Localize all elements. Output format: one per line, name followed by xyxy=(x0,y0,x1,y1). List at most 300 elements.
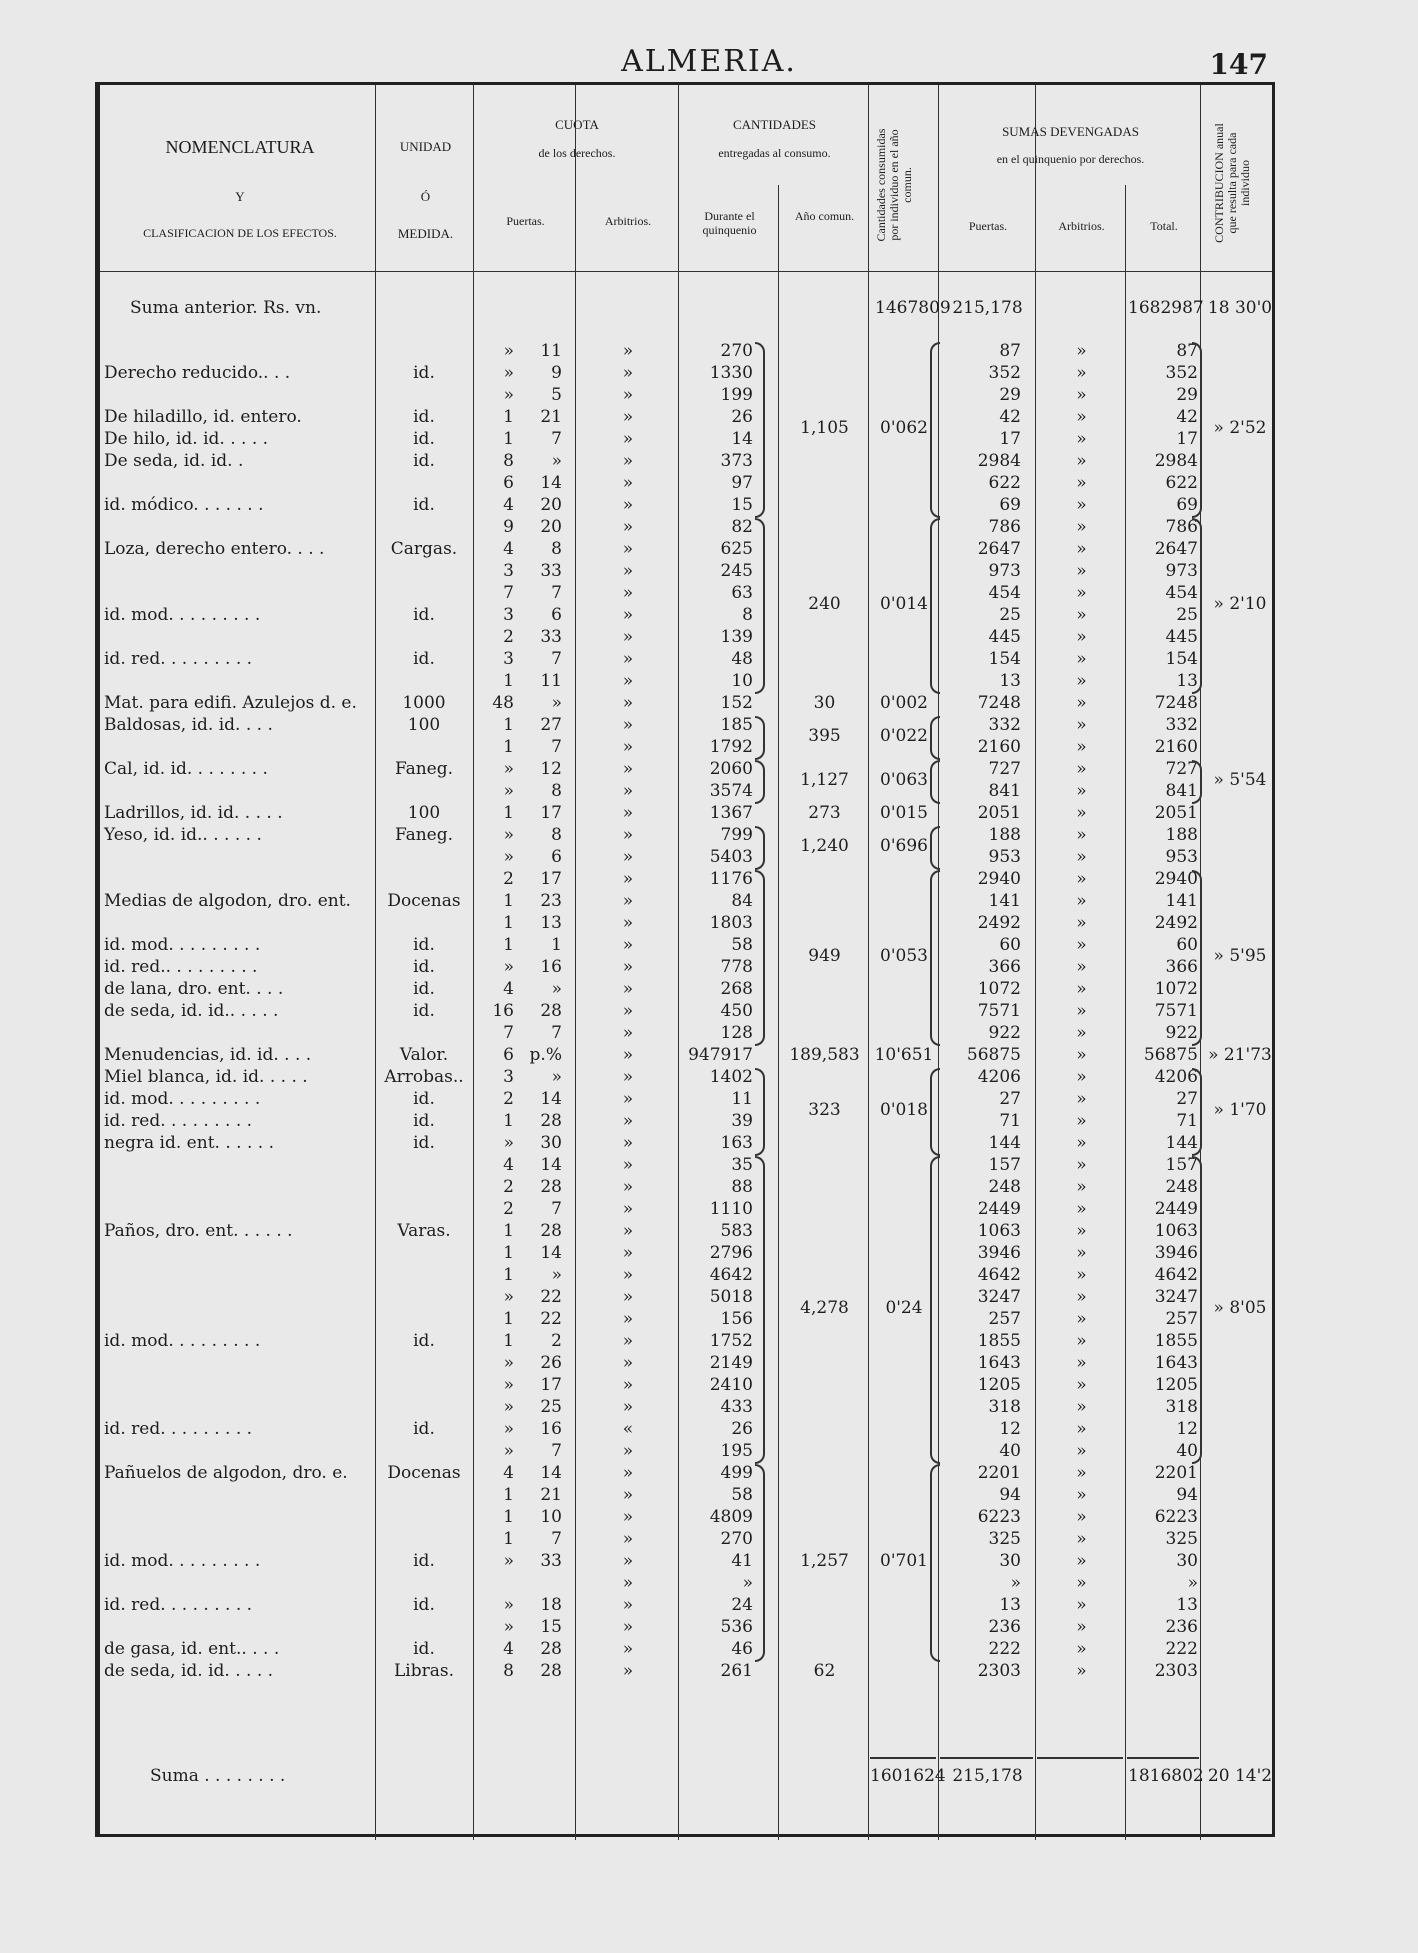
cuota-puertas-mrs: 11 xyxy=(540,671,562,691)
cuota-puertas-reales: 1 xyxy=(503,429,514,449)
suma-puertas: 257 xyxy=(988,1309,1021,1329)
group-brace xyxy=(755,870,765,1046)
cuota-puertas-mrs: 5 xyxy=(551,385,562,405)
suma-puertas: 622 xyxy=(988,473,1021,493)
group-cant-individuo: 0'014 xyxy=(880,594,928,614)
suma-total: 325 xyxy=(1165,1529,1198,1549)
suma-arbitrios: » xyxy=(1076,671,1087,691)
durante-quinquenio: 84 xyxy=(731,891,753,911)
durante-quinquenio: 1176 xyxy=(709,869,753,889)
item-name: de gasa, id. ent.. . . . xyxy=(104,1639,280,1659)
suma-total: 2984 xyxy=(1154,451,1198,471)
cuota-puertas-reales: 1 xyxy=(503,407,514,427)
item-name: id. mod. . . . . . . . . xyxy=(104,935,261,955)
cuota-puertas-reales: 4 xyxy=(503,1155,514,1175)
suma-total: 318 xyxy=(1165,1397,1198,1417)
cuota-arbitrios: » xyxy=(622,1309,634,1329)
durante-quinquenio: 5403 xyxy=(709,847,753,867)
header-unidad: UNIDAD xyxy=(399,139,452,154)
cuota-arbitrios: » xyxy=(622,1265,634,1285)
suma-puertas: 2984 xyxy=(977,451,1021,471)
cuota-puertas-mrs: 20 xyxy=(540,495,562,515)
header-puertas: Puertas. xyxy=(506,214,545,228)
suma-total: 2201 xyxy=(1154,1463,1198,1483)
durante-quinquenio: 58 xyxy=(731,935,753,955)
durante-quinquenio: 583 xyxy=(720,1221,753,1241)
group-brace xyxy=(1192,870,1202,1046)
cuota-puertas-reales: 1 xyxy=(503,935,514,955)
suma-arbitrios: » xyxy=(1076,649,1087,669)
cuota-arbitrios: » xyxy=(622,1111,634,1131)
item-unit: id. xyxy=(413,1419,435,1439)
group-cant-individuo: 0'24 xyxy=(885,1298,923,1318)
suma-arbitrios: » xyxy=(1076,1177,1087,1197)
suma-puertas: 1063 xyxy=(977,1221,1021,1241)
cuota-arbitrios: » xyxy=(622,451,634,471)
item-name: id. mod. . . . . . . . . xyxy=(104,1331,261,1351)
suma-total: 1072 xyxy=(1154,979,1198,999)
item-unit: id. xyxy=(413,1111,435,1131)
cuota-arbitrios: » xyxy=(622,979,634,999)
suma-arbitrios: » xyxy=(1076,1265,1087,1285)
cuota-puertas-mrs: 22 xyxy=(540,1287,562,1307)
suma-puertas: 236 xyxy=(988,1617,1021,1637)
cuota-puertas-mrs: 14 xyxy=(540,1089,562,1109)
table-row xyxy=(100,1352,1280,1374)
suma-arbitrios: » xyxy=(1076,759,1087,779)
cant-individuo: 0'002 xyxy=(880,693,928,713)
durante-quinquenio: 373 xyxy=(720,451,753,471)
suma-total: 94 xyxy=(1176,1485,1198,1505)
durante-quinquenio: » xyxy=(742,1573,753,1593)
cuota-puertas-reales: 1 xyxy=(503,737,514,757)
cuota-arbitrios: » xyxy=(622,583,634,603)
suma-arbitrios: » xyxy=(1076,1287,1087,1307)
cuota-arbitrios: » xyxy=(622,957,634,977)
table-row xyxy=(100,692,1280,714)
cuota-arbitrios: » xyxy=(622,561,634,581)
cuota-arbitrios: » xyxy=(622,1397,634,1417)
durante-quinquenio: 35 xyxy=(731,1155,753,1175)
item-unit: id. xyxy=(413,1133,435,1153)
cuota-puertas-mrs: 7 xyxy=(551,1529,562,1549)
table-row xyxy=(100,978,1280,1000)
suma-puertas: 366 xyxy=(988,957,1021,977)
header-clasificacion: CLASIFICACION DE LOS EFECTOS. xyxy=(143,226,337,240)
cuota-puertas-reales: 8 xyxy=(503,1661,514,1681)
suma-total: 2647 xyxy=(1154,539,1198,559)
suma-total: 1855 xyxy=(1154,1331,1198,1351)
suma-total: 1205 xyxy=(1154,1375,1198,1395)
cuota-arbitrios: » xyxy=(622,1287,634,1307)
suma-puertas: 2201 xyxy=(977,1463,1021,1483)
suma-puertas: 2647 xyxy=(977,539,1021,559)
suma-puertas: 352 xyxy=(988,363,1021,383)
table-row xyxy=(100,538,1280,560)
suma-arbitrios: » xyxy=(1076,1375,1087,1395)
suma-total: 2940 xyxy=(1154,869,1198,889)
cuota-puertas-reales: 16 xyxy=(492,1001,514,1021)
item-name: id. red. . . . . . . . . xyxy=(104,649,253,669)
suma-puertas: 2303 xyxy=(977,1661,1021,1681)
suma-total: 7248 xyxy=(1154,693,1198,713)
table-row xyxy=(100,890,1280,912)
group-brace xyxy=(1192,518,1202,694)
suma-puertas: 144 xyxy=(988,1133,1021,1153)
suma-arbitrios: » xyxy=(1076,1397,1087,1417)
suma-total: 841 xyxy=(1165,781,1198,801)
table-row xyxy=(100,648,1280,670)
suma-puertas: 325 xyxy=(988,1529,1021,1549)
group-cant-individuo: 0'053 xyxy=(880,946,928,966)
cuota-puertas-mrs: 7 xyxy=(551,737,562,757)
table-row xyxy=(100,450,1280,472)
durante-quinquenio: 1752 xyxy=(709,1331,753,1351)
suma-arbitrios: 215,178 xyxy=(952,1766,1023,1786)
suma-puertas: 94 xyxy=(999,1485,1021,1505)
cuota-puertas-mrs: » xyxy=(551,693,562,713)
cuota-arbitrios: » xyxy=(622,1353,634,1373)
header-medida: MEDIDA. xyxy=(397,226,454,241)
cuota-puertas-reales: 1 xyxy=(503,891,514,911)
suma-total: 154 xyxy=(1165,649,1198,669)
cuota-puertas-mrs: 7 xyxy=(551,429,562,449)
table-row xyxy=(100,1286,1280,1308)
suma-total: 157 xyxy=(1165,1155,1198,1175)
cuota-puertas-reales: 1 xyxy=(503,1243,514,1263)
suma-puertas: 29 xyxy=(999,385,1021,405)
item-name: de seda, id. id.. . . . . xyxy=(104,1001,279,1021)
group-ano-comun: 1,240 xyxy=(800,836,849,856)
table-row xyxy=(100,714,1280,736)
item-unit: Docenas xyxy=(387,1463,461,1483)
cuota-arbitrios: » xyxy=(622,473,634,493)
suma-total: 141 xyxy=(1165,891,1198,911)
durante-quinquenio: 163 xyxy=(720,1133,753,1153)
cuota-puertas-mrs: 16 xyxy=(540,1419,562,1439)
ano-comun: 62 xyxy=(813,1661,836,1681)
durante-quinquenio: 3574 xyxy=(709,781,753,801)
cuota-arbitrios: » xyxy=(622,847,634,867)
group-brace xyxy=(755,1464,765,1662)
suma-puertas: 13 xyxy=(999,1595,1021,1615)
item-unit: id. xyxy=(413,605,435,625)
cuota-arbitrios: » xyxy=(622,1001,634,1021)
cuota-puertas-reales: 1 xyxy=(503,1529,514,1549)
suma-total: 2051 xyxy=(1154,803,1198,823)
suma-total: 60 xyxy=(1176,935,1198,955)
suma-anterior-label: Suma anterior. Rs. vn. xyxy=(130,298,322,318)
suma-arbitrios: » xyxy=(1076,583,1087,603)
cuota-puertas-mrs: 17 xyxy=(540,1375,562,1395)
table-row xyxy=(100,1550,1280,1572)
table-row xyxy=(100,340,1280,362)
table-row xyxy=(100,1660,1280,1682)
table-row xyxy=(100,1594,1280,1616)
table-row xyxy=(100,846,1280,868)
suma-total: 4642 xyxy=(1154,1265,1198,1285)
cuota-puertas-reales: 1 xyxy=(503,1507,514,1527)
cuota-arbitrios: » xyxy=(622,737,634,757)
cuota-puertas-mrs: 22 xyxy=(540,1309,562,1329)
cuota-puertas-mrs: 1 xyxy=(551,935,562,955)
suma-puertas: 922 xyxy=(988,1023,1021,1043)
suma-arbitrios: » xyxy=(1076,1133,1087,1153)
item-name: negra id. ent. . . . . . xyxy=(104,1133,274,1153)
item-name: De hilo, id. id. . . . . xyxy=(104,429,269,449)
cuota-puertas-reales: 6 xyxy=(503,1045,514,1065)
durante-quinquenio: 4642 xyxy=(709,1265,753,1285)
cuota-puertas-reales: » xyxy=(503,385,514,405)
suma-puertas: 7248 xyxy=(977,693,1021,713)
durante-quinquenio: 14 xyxy=(731,429,753,449)
suma-anterior-row xyxy=(100,297,1280,319)
item-name: Derecho reducido.. . . xyxy=(104,363,291,383)
group-contribucion: » 1'70 xyxy=(1213,1100,1267,1120)
durante-quinquenio: 128 xyxy=(720,1023,753,1043)
suma-total: 953 xyxy=(1165,847,1198,867)
item-unit: id. xyxy=(413,363,435,383)
durante-quinquenio: 5018 xyxy=(709,1287,753,1307)
cuota-arbitrios: » xyxy=(622,429,634,449)
durante-quinquenio: 15 xyxy=(731,495,753,515)
suma-puertas: 87 xyxy=(999,341,1021,361)
durante-quinquenio: 46 xyxy=(731,1639,753,1659)
suma-arbitrios: » xyxy=(1076,715,1087,735)
durante-quinquenio: 268 xyxy=(720,979,753,999)
suma-puertas: 1601624 xyxy=(870,1766,946,1786)
header-cantidades-sub: entregadas al consumo. xyxy=(718,146,831,160)
suma-total: 4206 xyxy=(1154,1067,1198,1087)
suma-puertas: 56875 xyxy=(966,1045,1021,1065)
header-cuota: CUOTA xyxy=(555,117,599,132)
cuota-arbitrios: » xyxy=(622,1199,634,1219)
cuota-puertas-mrs: 17 xyxy=(540,803,562,823)
group-ano-comun: 4,278 xyxy=(800,1298,849,1318)
group-brace xyxy=(755,760,765,804)
table-row xyxy=(100,780,1280,802)
item-unit: id. xyxy=(413,495,435,515)
cuota-puertas-reales: 1 xyxy=(503,1221,514,1241)
cuota-arbitrios: » xyxy=(622,913,634,933)
item-name: Pañuelos de algodon, dro. e. xyxy=(104,1463,348,1483)
cuota-arbitrios: » xyxy=(622,1221,634,1241)
cuota-arbitrios: » xyxy=(622,891,634,911)
cuota-arbitrios: » xyxy=(622,341,634,361)
cuota-puertas-mrs: 33 xyxy=(540,561,562,581)
suma-arbitrios: » xyxy=(1076,451,1087,471)
table-row xyxy=(100,1022,1280,1044)
cuota-puertas-mrs: 28 xyxy=(540,1001,562,1021)
suma-total: 71 xyxy=(1176,1111,1198,1131)
durante-quinquenio: 185 xyxy=(720,715,753,735)
cuota-puertas-mrs: 10 xyxy=(540,1507,562,1527)
suma-puertas: 248 xyxy=(988,1177,1021,1197)
group-brace xyxy=(755,716,765,760)
durante-quinquenio: 26 xyxy=(731,1419,753,1439)
item-name: Ladrillos, id. id. . . . . xyxy=(104,803,283,823)
durante-quinquenio: 1803 xyxy=(709,913,753,933)
item-name: De seda, id. id. . xyxy=(104,451,244,471)
suma-arbitrios: » xyxy=(1076,1573,1087,1593)
cuota-puertas-mrs: 13 xyxy=(540,913,562,933)
cuota-puertas-reales: 48 xyxy=(492,693,514,713)
table-row xyxy=(100,1572,1280,1594)
suma-total: 366 xyxy=(1165,957,1198,977)
cuota-puertas-mrs: 26 xyxy=(540,1353,562,1373)
cuota-puertas-reales: 1 xyxy=(503,1309,514,1329)
durante-quinquenio: 450 xyxy=(720,1001,753,1021)
item-unit: id. xyxy=(413,1331,435,1351)
group-ano-comun: 1,105 xyxy=(800,418,849,438)
suma-puertas: 953 xyxy=(988,847,1021,867)
header-arbitrios: Arbitrios. xyxy=(604,214,652,228)
cuota-arbitrios: » xyxy=(622,1639,634,1659)
cuota-arbitrios: » xyxy=(622,1045,634,1065)
suma-total: 2303 xyxy=(1154,1661,1198,1681)
suma-arbitrios: » xyxy=(1076,1243,1087,1263)
cuota-arbitrios: » xyxy=(622,605,634,625)
cuota-puertas-reales: » xyxy=(503,1353,514,1373)
table-row xyxy=(100,1462,1280,1484)
table-row xyxy=(100,1000,1280,1022)
durante-quinquenio: 1402 xyxy=(709,1067,753,1087)
suma-puertas: 1205 xyxy=(977,1375,1021,1395)
cuota-arbitrios: » xyxy=(622,1485,634,1505)
cuota-arbitrios: » xyxy=(622,627,634,647)
durante-quinquenio: 499 xyxy=(720,1463,753,1483)
cuota-puertas-reales: 4 xyxy=(503,1463,514,1483)
contribucion: » 21'73 xyxy=(1208,1045,1272,1065)
suma-puertas: 30 xyxy=(999,1551,1021,1571)
sum-rule xyxy=(940,1757,1033,1759)
cuota-puertas-reales: 7 xyxy=(503,583,514,603)
item-name: De hiladillo, id. entero. xyxy=(104,407,302,427)
cuota-puertas-mrs: 8 xyxy=(551,781,562,801)
suma-anterior-total: 1682987 xyxy=(1128,298,1204,318)
table-row xyxy=(100,1220,1280,1242)
cuota-puertas-mrs: 12 xyxy=(540,759,562,779)
item-name: Paños, dro. ent. . . . . . xyxy=(104,1221,293,1241)
group-cant-individuo: 0'018 xyxy=(880,1100,928,1120)
item-unit: Cargas. xyxy=(390,539,458,559)
table-row xyxy=(100,1242,1280,1264)
cuota-puertas-reales: 6 xyxy=(503,473,514,493)
item-unit: id. xyxy=(413,429,435,449)
cuota-puertas-mrs: » xyxy=(551,1067,562,1087)
cuota-puertas-mrs: 11 xyxy=(540,341,562,361)
suma-total: 222 xyxy=(1165,1639,1198,1659)
item-name: de lana, dro. ent. . . . xyxy=(104,979,284,999)
cuota-puertas-reales: » xyxy=(503,781,514,801)
header-cant-consumidas: Cantidades consumidas por individuo en el año comun. xyxy=(874,128,915,242)
sum-rule xyxy=(1127,1757,1199,1759)
durante-quinquenio: 625 xyxy=(720,539,753,559)
item-name: de seda, id. id. . . . . xyxy=(104,1661,274,1681)
cuota-arbitrios: » xyxy=(622,759,634,779)
cuota-arbitrios: » xyxy=(622,781,634,801)
cuota-arbitrios: » xyxy=(622,1177,634,1197)
suma-arbitrios: » xyxy=(1076,517,1087,537)
suma-total: 257 xyxy=(1165,1309,1198,1329)
cuota-puertas-reales: » xyxy=(503,363,514,383)
cuota-puertas-reales: 9 xyxy=(503,517,514,537)
cuota-puertas-reales: 1 xyxy=(503,913,514,933)
cuota-puertas-reales: 2 xyxy=(503,1089,514,1109)
durante-quinquenio: 39 xyxy=(731,1111,753,1131)
cuota-puertas-mrs: 33 xyxy=(540,627,562,647)
cuota-puertas-reales: 4 xyxy=(503,979,514,999)
cuota-puertas-mrs: 23 xyxy=(540,891,562,911)
table-row xyxy=(100,1330,1280,1352)
cuota-puertas-reales: » xyxy=(503,1551,514,1571)
suma-arbitrios: » xyxy=(1076,935,1087,955)
durante-quinquenio: 41 xyxy=(731,1551,753,1571)
suma-puertas: 60 xyxy=(999,935,1021,955)
suma-puertas: 2940 xyxy=(977,869,1021,889)
item-name: id. red. . . . . . . . . xyxy=(104,1595,253,1615)
header-cuota-sub: de los derechos. xyxy=(538,146,616,160)
suma-arbitrios: » xyxy=(1076,363,1087,383)
suma-total: 2449 xyxy=(1154,1199,1198,1219)
item-name: id. red.. . . . . . . . . xyxy=(104,957,258,977)
cuota-puertas-mrs: 7 xyxy=(551,1441,562,1461)
suma-arbitrios: » xyxy=(1076,1001,1087,1021)
header-s-puertas: Puertas. xyxy=(968,219,1008,233)
table-row xyxy=(100,1154,1280,1176)
cuota-puertas-mrs: » xyxy=(551,1265,562,1285)
suma-puertas: 4642 xyxy=(977,1265,1021,1285)
item-unit: Valor. xyxy=(399,1045,449,1065)
cuota-puertas-reales: 8 xyxy=(503,451,514,471)
table-row xyxy=(100,1088,1280,1110)
group-contribucion: » 5'54 xyxy=(1213,770,1267,790)
group-brace xyxy=(1192,1156,1202,1464)
cuota-arbitrios: » xyxy=(622,363,634,383)
cuota-puertas-mrs: 6 xyxy=(551,847,562,867)
suma-total: 3247 xyxy=(1154,1287,1198,1307)
suma-puertas: 141 xyxy=(988,891,1021,911)
suma-arbitrios: » xyxy=(1076,341,1087,361)
item-name: Cal, id. id. . . . . . . . xyxy=(104,759,268,779)
group-contribucion: » 8'05 xyxy=(1213,1298,1267,1318)
suma-total: 1063 xyxy=(1154,1221,1198,1241)
table-frame xyxy=(95,82,1275,1837)
cuota-puertas-reales: » xyxy=(503,957,514,977)
suma-puertas: 786 xyxy=(988,517,1021,537)
suma-puertas: 25 xyxy=(999,605,1021,625)
group-cant-individuo: 0'063 xyxy=(880,770,928,790)
group-ano-comun: 395 xyxy=(808,726,841,746)
suma-arbitrios: » xyxy=(1076,1661,1087,1681)
suma-total: 454 xyxy=(1165,583,1198,603)
suma-puertas: 12 xyxy=(999,1419,1021,1439)
item-name: Miel blanca, id. id. . . . . xyxy=(104,1067,308,1087)
durante-quinquenio: 88 xyxy=(731,1177,753,1197)
cuota-puertas-mrs: p.% xyxy=(529,1045,562,1065)
durante-quinquenio: 433 xyxy=(720,1397,753,1417)
suma-total: 42 xyxy=(1176,407,1198,427)
cuota-arbitrios: » xyxy=(622,407,634,427)
item-unit: 100 xyxy=(407,803,441,823)
suma-puertas: 27 xyxy=(999,1089,1021,1109)
cuota-arbitrios: » xyxy=(622,517,634,537)
cuota-puertas-mrs: 7 xyxy=(551,1199,562,1219)
cuota-puertas-mrs: 20 xyxy=(540,517,562,537)
cuota-puertas-reales: 2 xyxy=(503,627,514,647)
durante-quinquenio: 2149 xyxy=(709,1353,753,1373)
cuota-puertas-mrs: 28 xyxy=(540,1111,562,1131)
